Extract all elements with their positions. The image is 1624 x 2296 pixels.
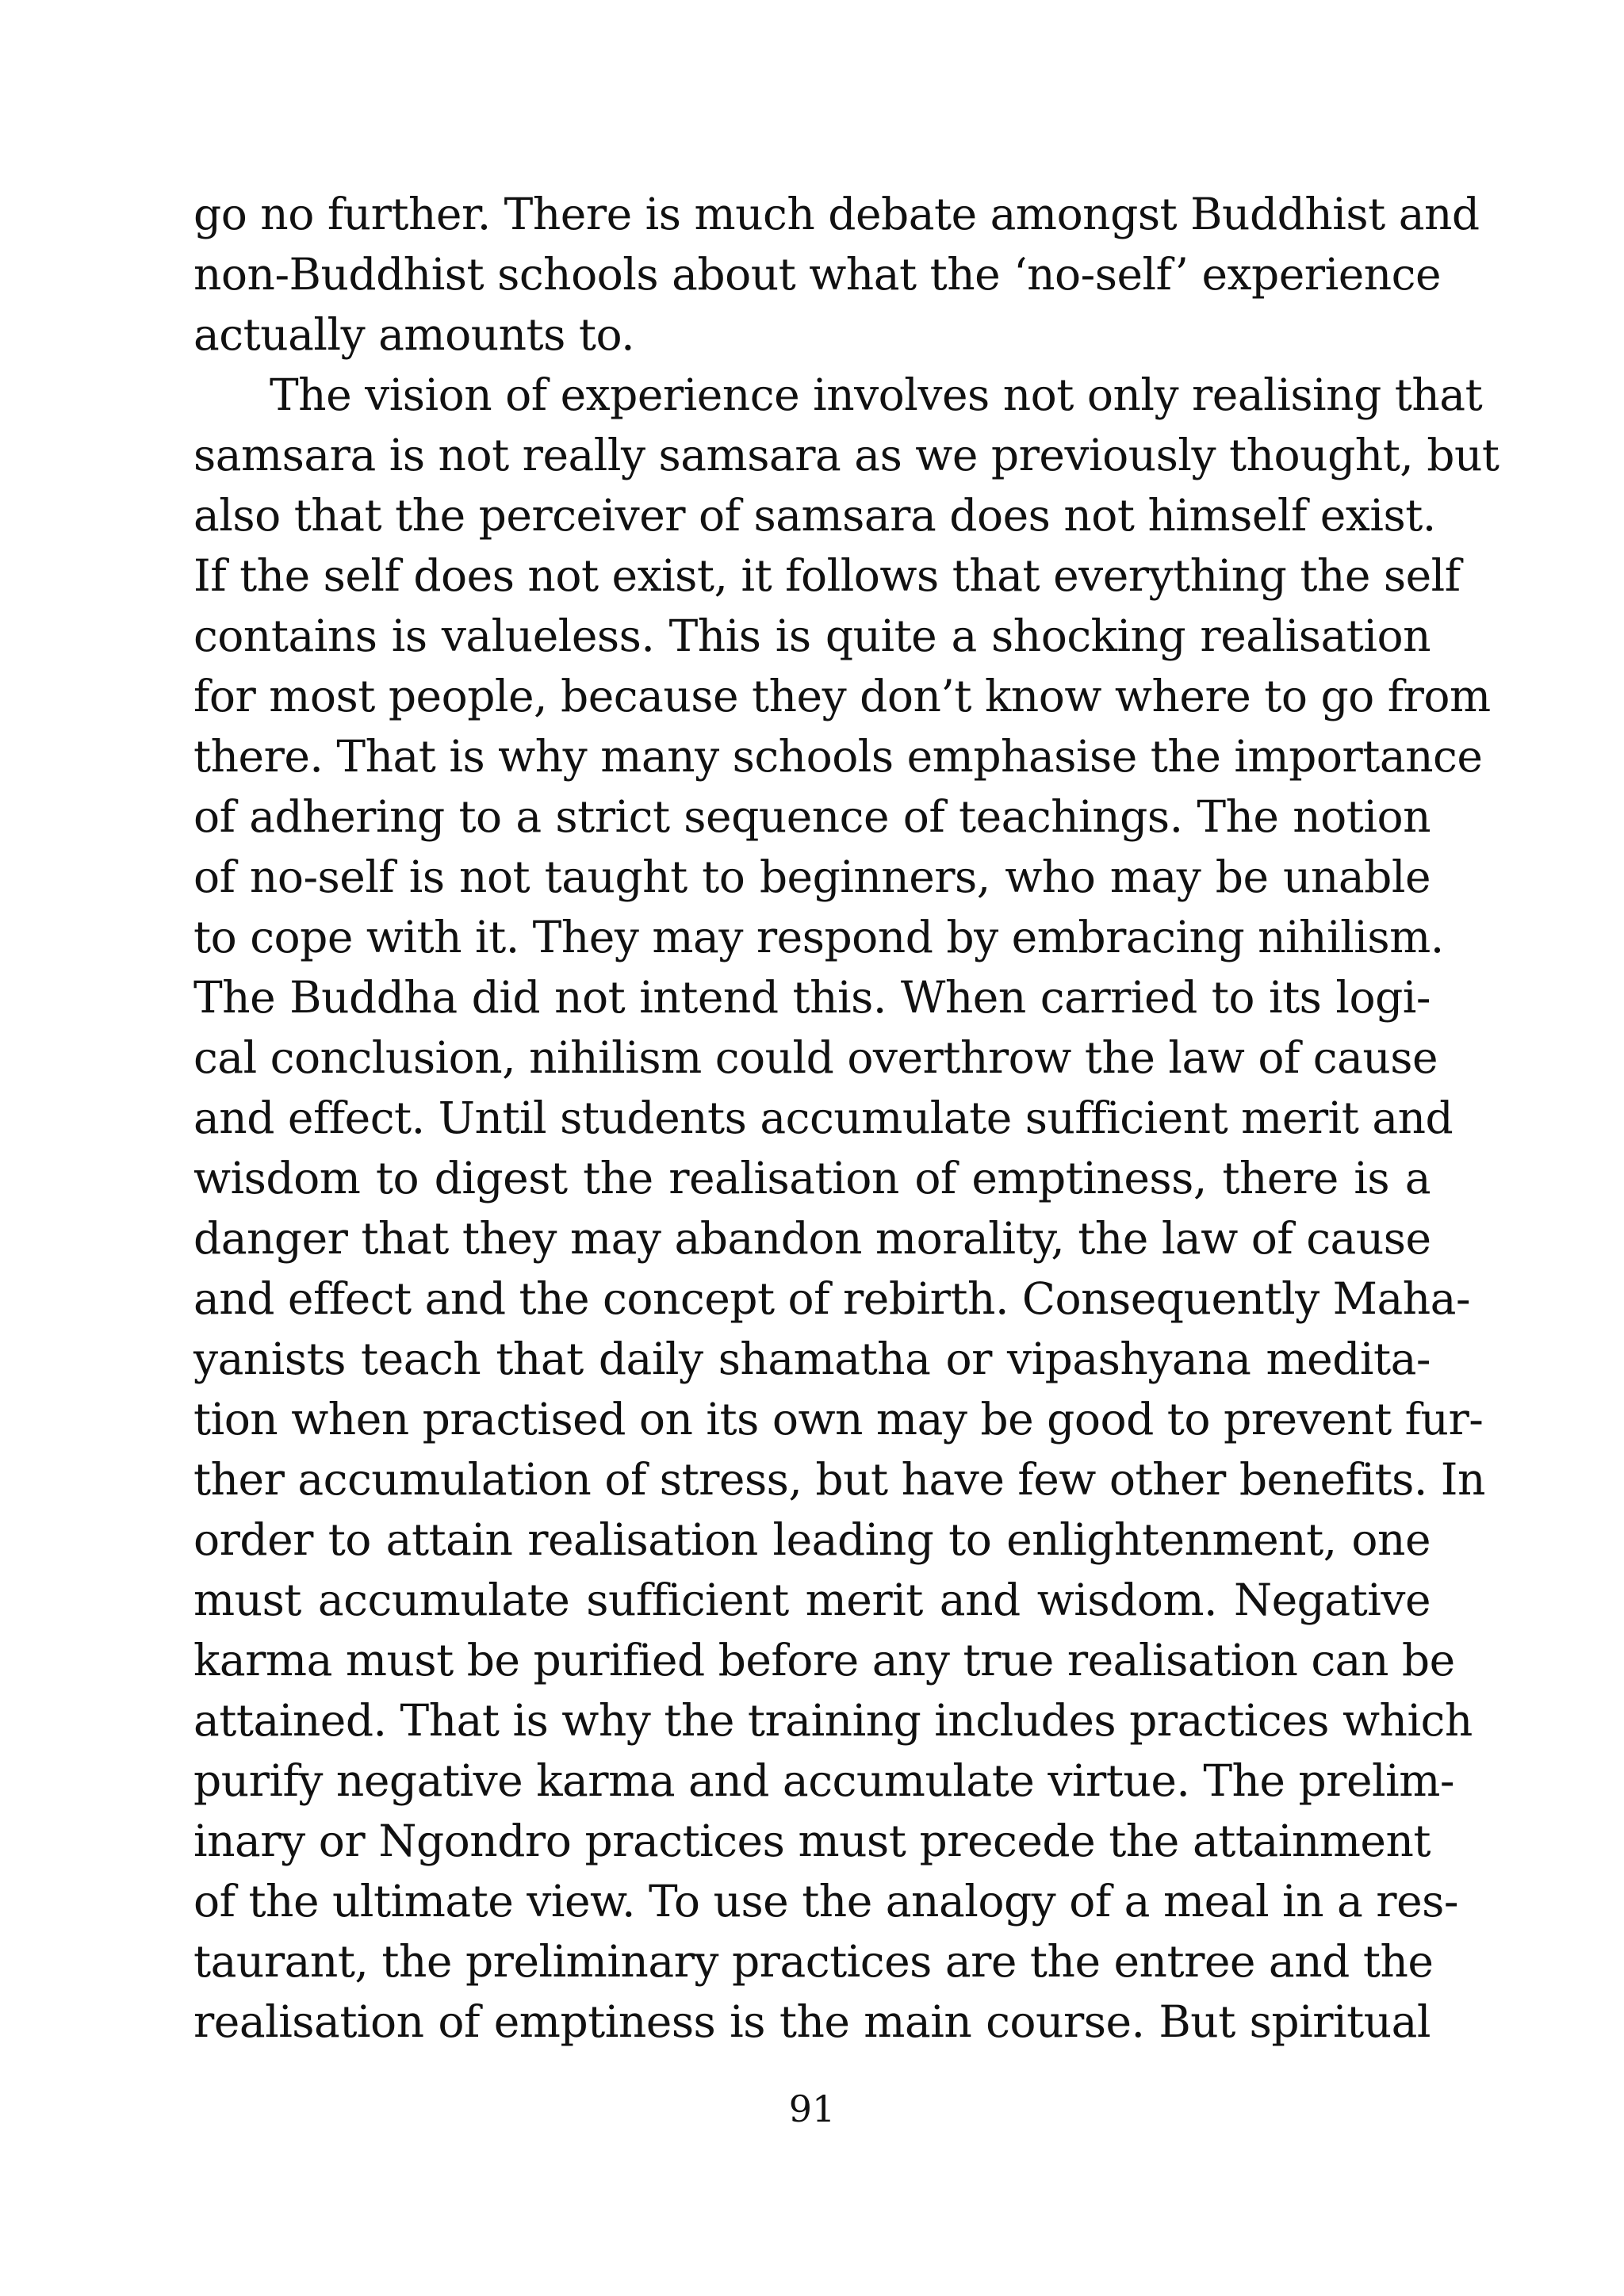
page-number: 91 <box>788 2087 836 2130</box>
text-line: of the ultimate view. To use the analogy of a meal in a res- <box>193 1876 1458 1927</box>
text-line: If the self does not exist, it follows that everything the self <box>193 550 1461 601</box>
paragraph-end-line: actually amounts to. <box>193 309 635 360</box>
text-line: and effect. Until students accumulate sufficient merit and <box>193 1093 1454 1143</box>
text-line: cal conclusion, nihilism could overthrow the law of cause <box>193 1032 1438 1083</box>
text-line: of no-self is not taught to beginners, who may be unable <box>193 851 1431 902</box>
text-line: samsara is not really samsara as we previously thought, but <box>193 430 1500 480</box>
text-line: The Buddha did not intend this. When carried to its logi- <box>193 972 1431 1023</box>
body-text <box>193 184 1500 2052</box>
text-line: must accumulate sufficient merit and wisdom. Negative <box>193 1575 1431 1625</box>
text-line: taurant, the preliminary practices are the entree and the <box>193 1936 1434 1987</box>
text-line: order to attain realisation leading to enlightenment, one <box>193 1514 1431 1565</box>
text-line: non-Buddhist schools about what the ‘no-self’ experience <box>193 249 1442 300</box>
text-line: go no further. There is much debate amongst Buddhist and <box>193 189 1480 239</box>
text-line: to cope with it. They may respond by embracing nihilism. <box>193 912 1444 962</box>
paragraph-start-line: The vision of experience involves not only realising that <box>270 369 1483 420</box>
text-line: attained. That is why the training includes practices which <box>193 1695 1473 1746</box>
text-line: of adhering to a strict sequence of teachings. The notion <box>193 791 1431 842</box>
text-line: yanists teach that daily shamatha or vipashyana medita- <box>193 1334 1431 1384</box>
text-line: purify negative karma and accumulate virtue. The prelim- <box>193 1755 1454 1806</box>
text-line: contains is valueless. This is quite a shocking realisation <box>193 610 1431 661</box>
text-line: tion when practised on its own may be good to prevent fur- <box>193 1394 1484 1445</box>
text-line: also that the perceiver of samsara does not himself exist. <box>193 490 1436 541</box>
text-line: there. That is why many schools emphasise the importance <box>193 731 1483 782</box>
text-line: realisation of emptiness is the main course. But spiritual <box>193 1996 1431 2047</box>
text-line: ther accumulation of stress, but have few other benefits. In <box>193 1454 1485 1505</box>
text-line: danger that they may abandon morality, the law of cause <box>193 1213 1431 1264</box>
text-line: and effect and the concept of rebirth. Consequently Maha- <box>193 1273 1471 1324</box>
text-line: inary or Ngondro practices must precede the attainment <box>193 1816 1431 1866</box>
text-line: for most people, because they don’t know where to go from <box>193 671 1491 721</box>
text-line: karma must be purified before any true realisation can be <box>193 1635 1455 1686</box>
text-line: wisdom to digest the realisation of emptiness, there is a <box>193 1153 1431 1203</box>
